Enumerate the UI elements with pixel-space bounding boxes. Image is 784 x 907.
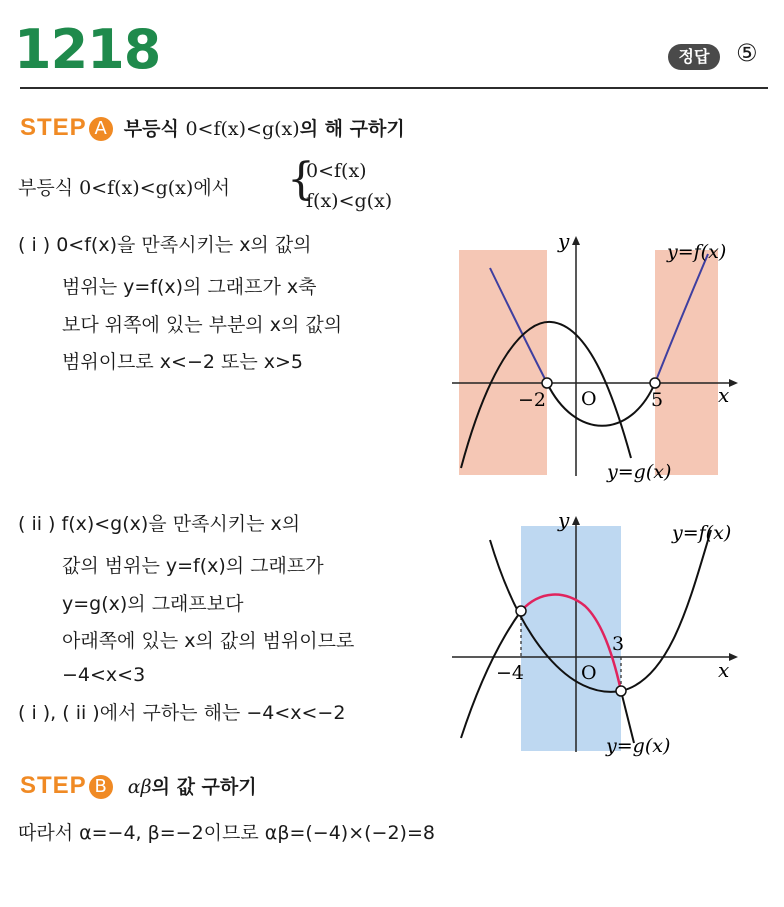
graph1-g-label: y=g(x) bbox=[607, 461, 672, 483]
graph2-point-3 bbox=[616, 686, 626, 696]
step-b-title-math: αβ bbox=[127, 776, 152, 798]
case2-line-5: −4<x<3 bbox=[62, 664, 146, 686]
answer-value: ⑤ bbox=[736, 39, 758, 67]
graph2-origin: O bbox=[581, 662, 597, 684]
case1-line-1: ( i ) 0<f(x)을 만족시키는 x의 값의 bbox=[18, 234, 312, 256]
graph2-x-label: x bbox=[718, 658, 730, 682]
conclusion: ( i ), ( ii )에서 구하는 해는 −4<x<−2 bbox=[18, 702, 346, 724]
graph-1 bbox=[440, 225, 770, 490]
case2-line-1: ( ii ) f(x)<g(x)을 만족시키는 x의 bbox=[18, 513, 301, 535]
graph1-y-arrow bbox=[572, 236, 580, 245]
step-b-heading bbox=[20, 772, 257, 800]
intro-suffix: 에서 bbox=[193, 177, 231, 199]
graph1-shade-left bbox=[459, 250, 547, 475]
system-line-1: 0<f(x) bbox=[306, 160, 367, 182]
graph2-x-arrow bbox=[729, 653, 738, 661]
step-b-title-suffix: 의 값 구하기 bbox=[151, 776, 257, 798]
graph1-y-label: y bbox=[558, 229, 570, 253]
case2-line-2: 값의 범위는 y=f(x)의 그래프가 bbox=[62, 555, 324, 577]
step-b-letter: B bbox=[89, 775, 113, 799]
graph-2 bbox=[440, 505, 770, 760]
graph1-tick-5: 5 bbox=[651, 389, 664, 411]
graph2-y-label: y bbox=[558, 508, 570, 532]
graph1-x-label: x bbox=[718, 383, 730, 407]
case2-line-4: 아래쪽에 있는 x의 값의 범위이므로 bbox=[62, 630, 355, 652]
system-brace: { bbox=[287, 154, 315, 205]
graph1-shade-right bbox=[655, 250, 718, 475]
step-a-heading bbox=[20, 114, 405, 142]
case1-line-2: 범위는 y=f(x)의 그래프가 x축 bbox=[62, 276, 317, 298]
graph1-origin: O bbox=[581, 388, 597, 410]
graph2-tick-3: 3 bbox=[612, 633, 625, 655]
case1-line-4: 범위이므로 x<−2 또는 x>5 bbox=[62, 351, 304, 373]
problem-number: 1218 bbox=[14, 18, 161, 81]
step-a-title-prefix: 부등식 bbox=[123, 118, 186, 140]
case1-line-3: 보다 위쪽에 있는 부분의 x의 값의 bbox=[62, 314, 343, 336]
step-a-label: STEP bbox=[20, 114, 87, 141]
graph1-tick-minus2: −2 bbox=[518, 389, 547, 411]
intro-line bbox=[18, 175, 230, 201]
step-a-letter: A bbox=[89, 117, 113, 141]
graph1-x-arrow bbox=[729, 379, 738, 387]
graph1-f-label: y=f(x) bbox=[667, 241, 727, 263]
graph2-g-label: y=g(x) bbox=[606, 735, 671, 757]
case2-line-3: y=g(x)의 그래프보다 bbox=[62, 593, 244, 615]
answer-badge: 정답 bbox=[668, 44, 720, 70]
intro-math: 0<f(x)<g(x) bbox=[79, 177, 194, 199]
graph1-point-minus2 bbox=[542, 378, 552, 388]
graph1-f-curve-black bbox=[547, 383, 655, 426]
graph1-point-5 bbox=[650, 378, 660, 388]
step-b-label: STEP bbox=[20, 772, 87, 799]
graph2-tick-minus4: −4 bbox=[496, 662, 525, 684]
graph2-f-label: y=f(x) bbox=[672, 522, 732, 544]
step-a-title-math: 0<f(x)<g(x) bbox=[185, 118, 300, 140]
header-divider bbox=[20, 87, 768, 89]
system-line-2: f(x)<g(x) bbox=[306, 190, 393, 212]
step-b-result: 따라서 α=−4, β=−2이므로 αβ=(−4)×(−2)=8 bbox=[18, 822, 435, 844]
graph2-y-arrow bbox=[572, 516, 580, 525]
graph2-point-minus4 bbox=[516, 606, 526, 616]
intro-prefix: 부등식 bbox=[18, 177, 80, 199]
step-a-title-suffix: 의 해 구하기 bbox=[299, 118, 405, 140]
